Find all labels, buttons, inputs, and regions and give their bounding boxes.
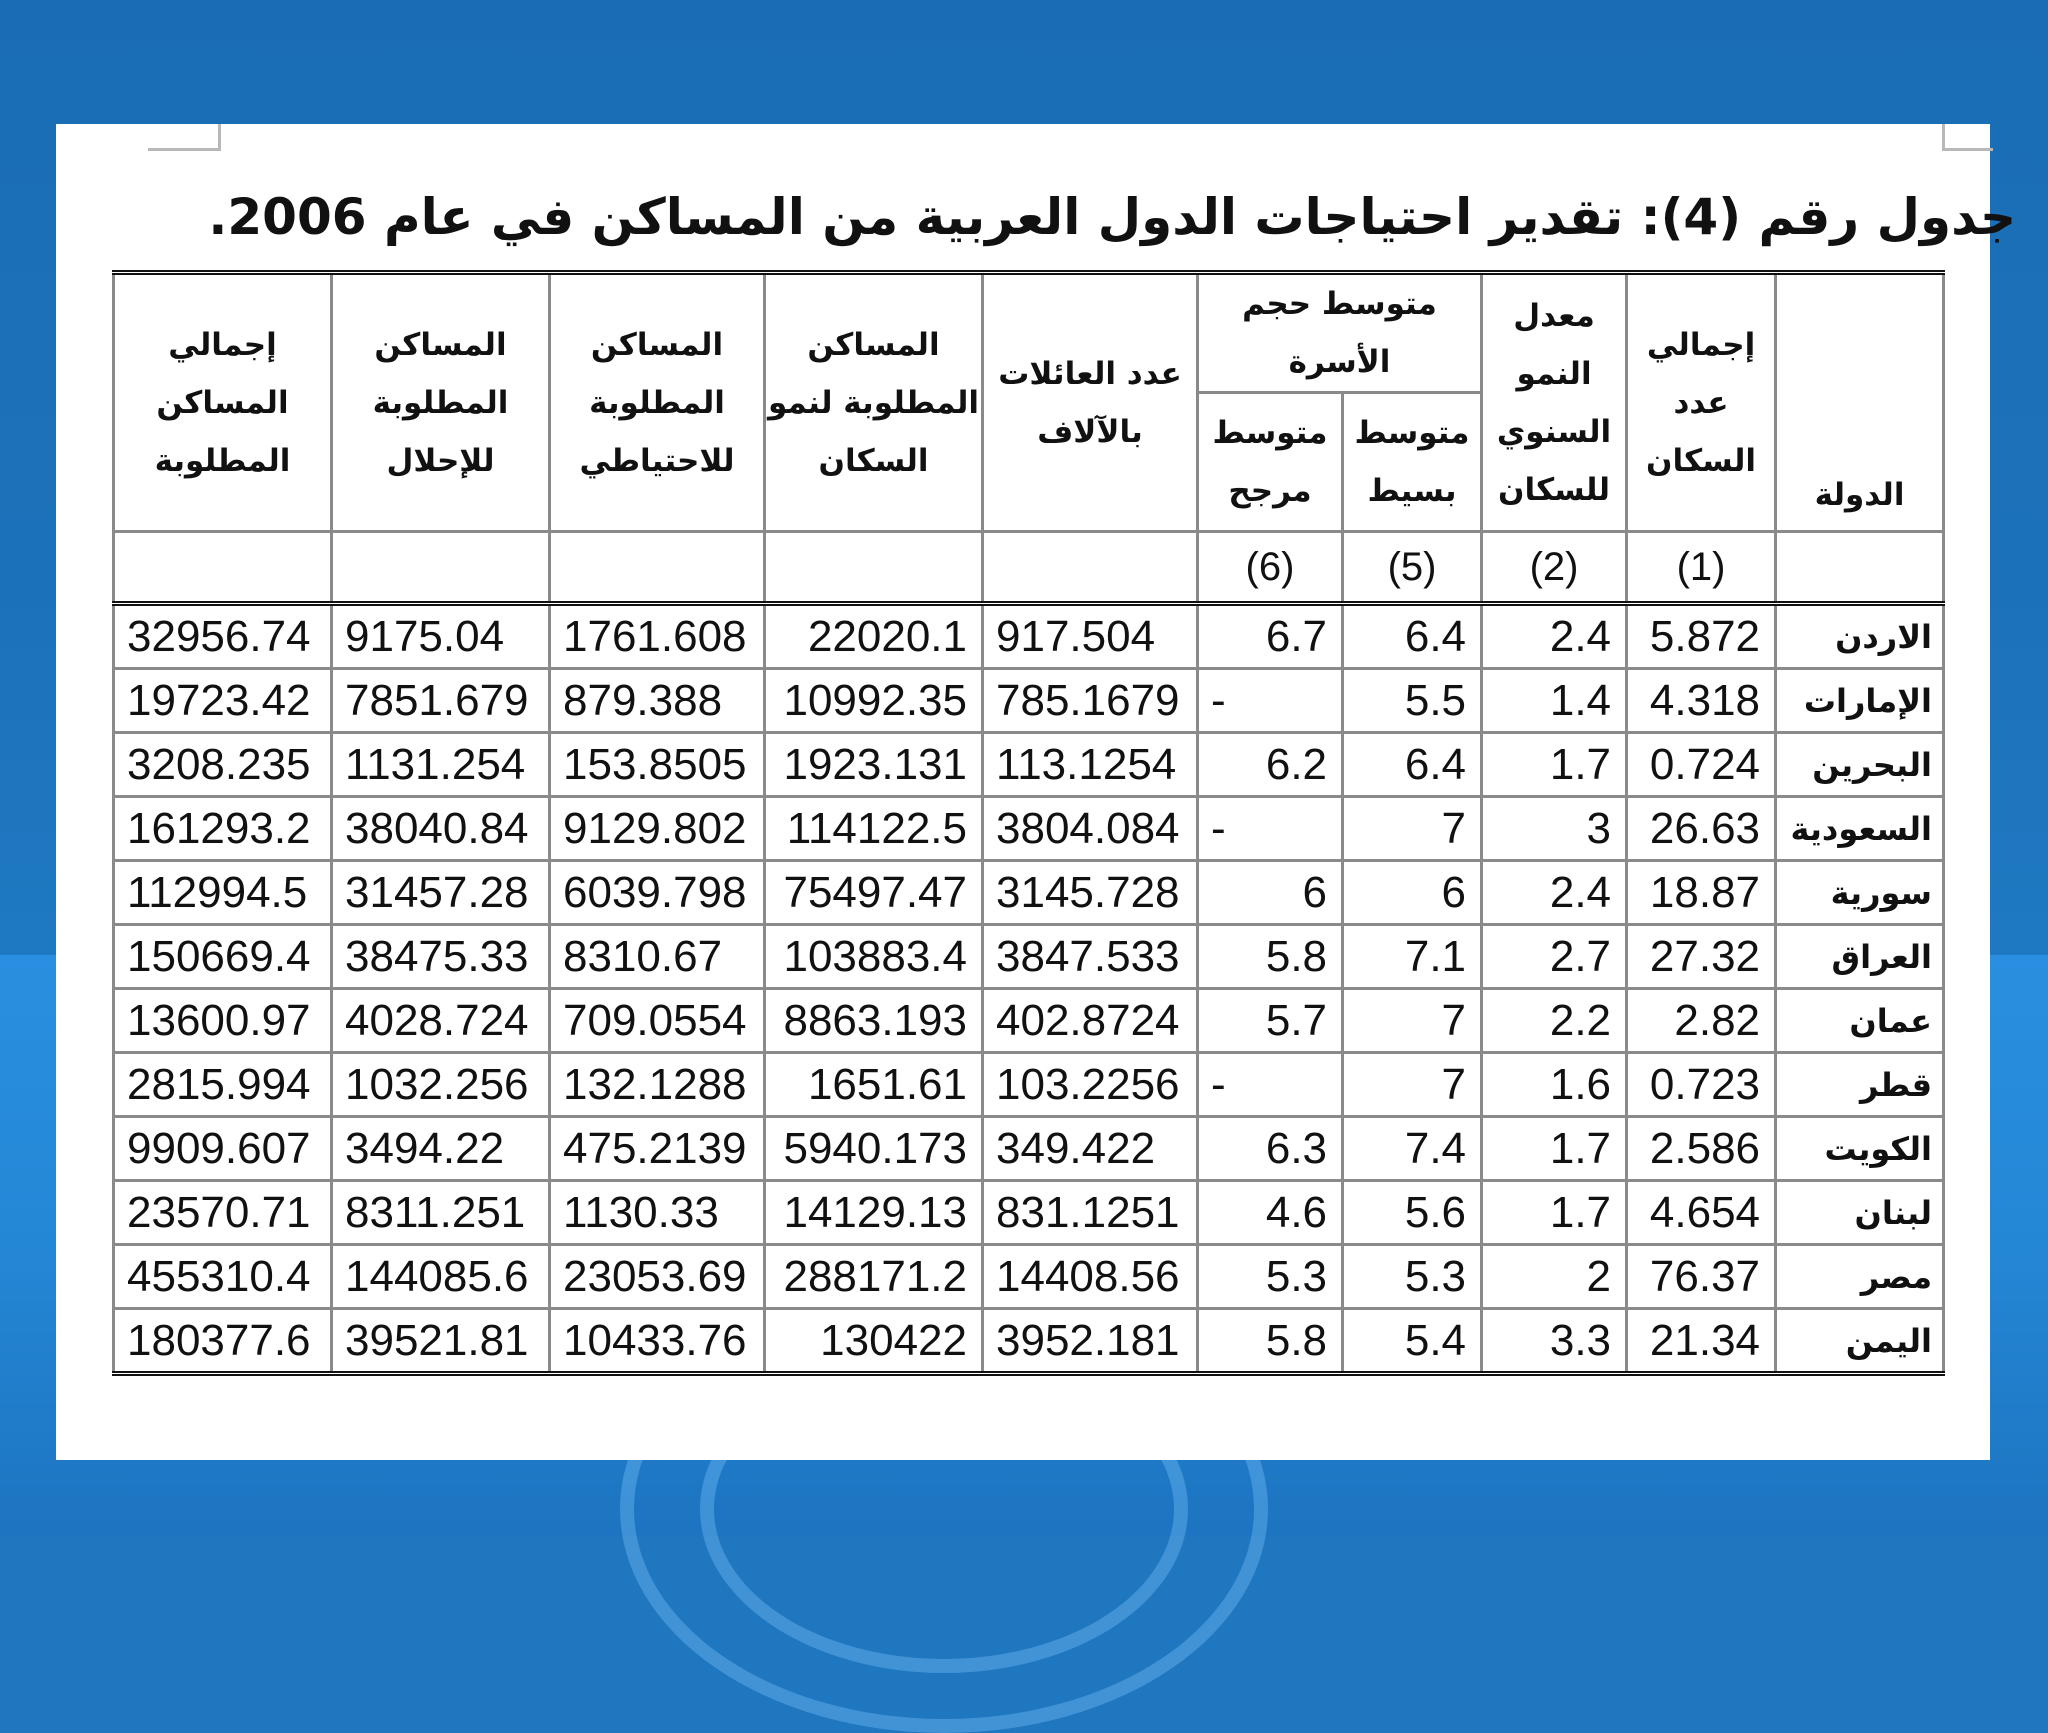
simple-average-cell: 7.4 [1343,1117,1482,1181]
weighted-average-cell: - [1198,669,1343,733]
reserve-housing-cell: 132.1288 [550,1053,765,1117]
replacement-housing-cell: 3494.22 [332,1117,550,1181]
simple-average-cell: 7 [1343,989,1482,1053]
total-housing-cell: 13600.97 [114,989,332,1053]
growth-housing-cell: 8863.193 [765,989,983,1053]
simple-average-cell: 5.3 [1343,1245,1482,1309]
growth-cell: 3.3 [1482,1309,1627,1374]
families-cell: 14408.56 [983,1245,1198,1309]
growth-cell: 2.2 [1482,989,1627,1053]
population-cell: 2.586 [1627,1117,1776,1181]
table-row [114,1053,1944,1117]
country-cell: البحرين [1776,733,1944,797]
header-population: إجمالي عدد السكان [1627,273,1776,532]
replacement-housing-cell: 4028.724 [332,989,550,1053]
reserve-housing-cell: 709.0554 [550,989,765,1053]
total-housing-cell: 32956.74 [114,604,332,669]
simple-average-cell: 7.1 [1343,925,1482,989]
growth-housing-cell: 130422 [765,1309,983,1374]
header-growth-housing: المساكن المطلوبة لنمو السكان [765,273,983,532]
header-reserve-housing: المساكن المطلوبة للاحتياطي [550,273,765,532]
table-row [114,1117,1944,1181]
growth-cell: 3 [1482,797,1627,861]
table-title: جدول رقم (4): تقدير احتياجات الدول العربية من المساكن في عام 2006. [208,188,2016,246]
weighted-average-cell: 5.7 [1198,989,1343,1053]
header-families: عدد العائلات بالآلاف [983,273,1198,532]
table-row [114,669,1944,733]
total-housing-cell: 2815.994 [114,1053,332,1117]
growth-housing-cell: 14129.13 [765,1181,983,1245]
growth-housing-cell: 75497.47 [765,861,983,925]
population-cell: 27.32 [1627,925,1776,989]
families-cell: 3847.533 [983,925,1198,989]
population-cell: 4.654 [1627,1181,1776,1245]
table-row [114,604,1944,669]
population-cell: 4.318 [1627,669,1776,733]
housing-needs-table [112,270,1945,1376]
reserve-housing-cell: 10433.76 [550,1309,765,1374]
table-row [114,1181,1944,1245]
replacement-housing-cell: 7851.679 [332,669,550,733]
families-cell: 831.1251 [983,1181,1198,1245]
header-total-housing: إجمالي المساكن المطلوبة [114,273,332,532]
population-cell: 76.37 [1627,1245,1776,1309]
country-cell: الكويت [1776,1117,1944,1181]
header-weighted-average: متوسط مرجح [1198,393,1343,532]
replacement-housing-cell: 1131.254 [332,733,550,797]
country-cell: مصر [1776,1245,1944,1309]
families-cell: 3145.728 [983,861,1198,925]
country-cell: سورية [1776,861,1944,925]
replacement-housing-cell: 31457.28 [332,861,550,925]
index-cell [550,532,765,604]
header-simple-average: متوسط بسيط [1343,393,1482,532]
index-cell [1776,532,1944,604]
weighted-average-cell: 6.2 [1198,733,1343,797]
country-cell: الإمارات [1776,669,1944,733]
replacement-housing-cell: 1032.256 [332,1053,550,1117]
country-cell: العراق [1776,925,1944,989]
growth-cell: 1.4 [1482,669,1627,733]
index-cell: (2) [1482,532,1627,604]
reserve-housing-cell: 8310.67 [550,925,765,989]
index-cell [114,532,332,604]
header-row [114,273,1944,393]
families-cell: 785.1679 [983,669,1198,733]
weighted-average-cell: 6 [1198,861,1343,925]
weighted-average-cell: 6.7 [1198,604,1343,669]
header-replacement-housing: المساكن المطلوبة للإحلال [332,273,550,532]
population-cell: 0.723 [1627,1053,1776,1117]
families-cell: 349.422 [983,1117,1198,1181]
simple-average-cell: 5.6 [1343,1181,1482,1245]
index-cell: (6) [1198,532,1343,604]
index-cell [765,532,983,604]
growth-housing-cell: 22020.1 [765,604,983,669]
replacement-housing-cell: 38475.33 [332,925,550,989]
header-household-size: متوسط حجم الأسرة [1198,273,1482,393]
total-housing-cell: 23570.71 [114,1181,332,1245]
simple-average-cell: 6.4 [1343,604,1482,669]
weighted-average-cell: 5.3 [1198,1245,1343,1309]
growth-cell: 2.4 [1482,861,1627,925]
reserve-housing-cell: 23053.69 [550,1245,765,1309]
index-cell [983,532,1198,604]
simple-average-cell: 5.4 [1343,1309,1482,1374]
weighted-average-cell: 5.8 [1198,1309,1343,1374]
crop-mark [1942,124,1993,151]
weighted-average-cell: 4.6 [1198,1181,1343,1245]
header-growth: معدل النمو السنوي للسكان [1482,273,1627,532]
replacement-housing-cell: 38040.84 [332,797,550,861]
table-row [114,925,1944,989]
replacement-housing-cell: 8311.251 [332,1181,550,1245]
header-country: الدولة [1776,273,1944,532]
country-cell: اليمن [1776,1309,1944,1374]
families-cell: 917.504 [983,604,1198,669]
table-row [114,989,1944,1053]
population-cell: 21.34 [1627,1309,1776,1374]
growth-housing-cell: 5940.173 [765,1117,983,1181]
growth-housing-cell: 288171.2 [765,1245,983,1309]
growth-cell: 2.7 [1482,925,1627,989]
total-housing-cell: 180377.6 [114,1309,332,1374]
country-cell: الاردن [1776,604,1944,669]
growth-cell: 1.7 [1482,1181,1627,1245]
growth-cell: 1.6 [1482,1053,1627,1117]
replacement-housing-cell: 9175.04 [332,604,550,669]
reserve-housing-cell: 879.388 [550,669,765,733]
families-cell: 103.2256 [983,1053,1198,1117]
replacement-housing-cell: 144085.6 [332,1245,550,1309]
total-housing-cell: 112994.5 [114,861,332,925]
reserve-housing-cell: 9129.802 [550,797,765,861]
country-cell: السعودية [1776,797,1944,861]
crop-mark [148,124,221,151]
population-cell: 0.724 [1627,733,1776,797]
index-cell: (5) [1343,532,1482,604]
weighted-average-cell: 5.8 [1198,925,1343,989]
growth-cell: 2.4 [1482,604,1627,669]
families-cell: 3952.181 [983,1309,1198,1374]
country-cell: قطر [1776,1053,1944,1117]
index-row [114,532,1944,604]
country-cell: لبنان [1776,1181,1944,1245]
total-housing-cell: 3208.235 [114,733,332,797]
population-cell: 26.63 [1627,797,1776,861]
simple-average-cell: 5.5 [1343,669,1482,733]
index-cell: (1) [1627,532,1776,604]
replacement-housing-cell: 39521.81 [332,1309,550,1374]
families-cell: 113.1254 [983,733,1198,797]
growth-housing-cell: 1651.61 [765,1053,983,1117]
total-housing-cell: 455310.4 [114,1245,332,1309]
document-sheet [56,124,2016,1460]
growth-housing-cell: 1923.131 [765,733,983,797]
total-housing-cell: 9909.607 [114,1117,332,1181]
table-row [114,733,1944,797]
population-cell: 18.87 [1627,861,1776,925]
table-row [114,797,1944,861]
growth-cell: 1.7 [1482,733,1627,797]
total-housing-cell: 161293.2 [114,797,332,861]
simple-average-cell: 7 [1343,1053,1482,1117]
simple-average-cell: 6 [1343,861,1482,925]
table-row [114,1245,1944,1309]
total-housing-cell: 150669.4 [114,925,332,989]
simple-average-cell: 7 [1343,797,1482,861]
growth-cell: 2 [1482,1245,1627,1309]
simple-average-cell: 6.4 [1343,733,1482,797]
reserve-housing-cell: 1130.33 [550,1181,765,1245]
weighted-average-cell: - [1198,1053,1343,1117]
families-cell: 402.8724 [983,989,1198,1053]
table-row [114,861,1944,925]
growth-cell: 1.7 [1482,1117,1627,1181]
country-cell: عمان [1776,989,1944,1053]
population-cell: 5.872 [1627,604,1776,669]
reserve-housing-cell: 1761.608 [550,604,765,669]
reserve-housing-cell: 475.2139 [550,1117,765,1181]
growth-housing-cell: 114122.5 [765,797,983,861]
growth-housing-cell: 103883.4 [765,925,983,989]
table-body [114,604,1944,1374]
weighted-average-cell: - [1198,797,1343,861]
families-cell: 3804.084 [983,797,1198,861]
population-cell: 2.82 [1627,989,1776,1053]
table-row [114,1309,1944,1374]
total-housing-cell: 19723.42 [114,669,332,733]
reserve-housing-cell: 6039.798 [550,861,765,925]
index-cell [332,532,550,604]
weighted-average-cell: 6.3 [1198,1117,1343,1181]
growth-housing-cell: 10992.35 [765,669,983,733]
reserve-housing-cell: 153.8505 [550,733,765,797]
